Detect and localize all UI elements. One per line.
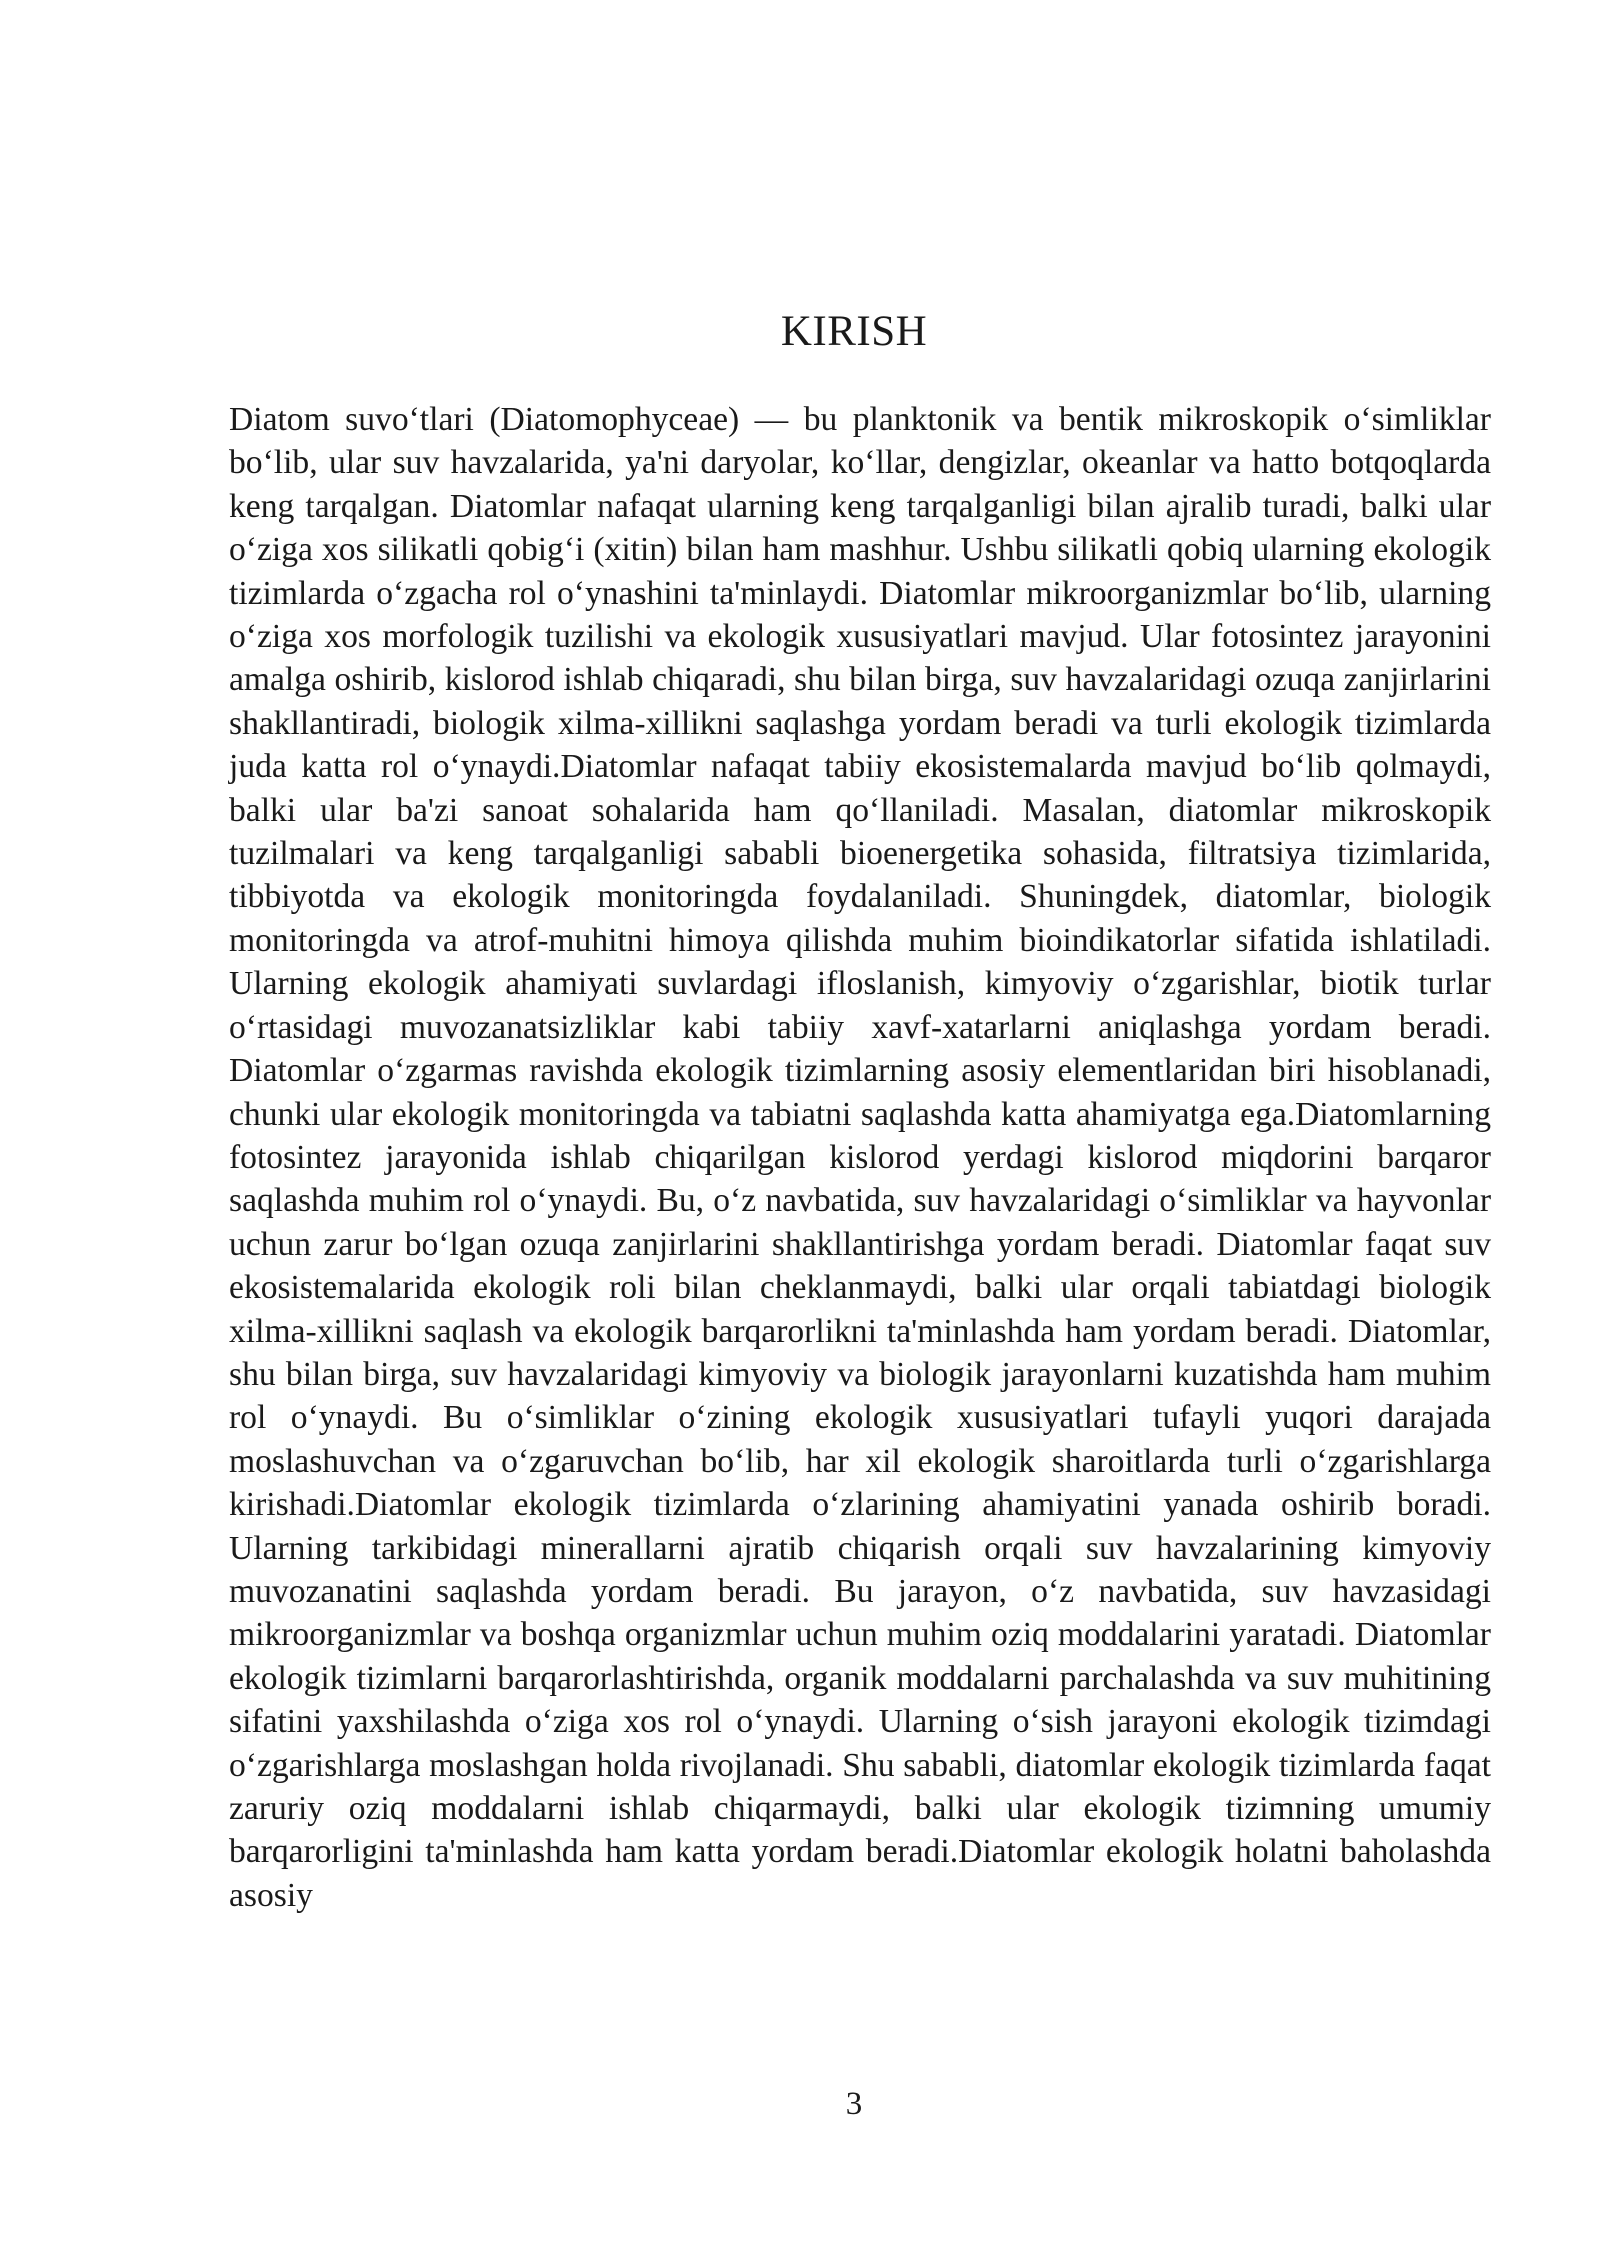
body-paragraph: Diatom suvo‘tlari (Diatomophyceae) — bu planktonik va bentik mikroskopik o‘simliklar bo‘lib, ular suv havzalarida, ya'ni daryolar, ko‘llar, dengizlar, okeanlar va hatto botqoqlarda keng tarqalgan. Diatomlar nafaqat ularning keng tarqalganligi bilan ajralib turadi, balki ular o‘ziga xos silikatli qobig‘i (xitin) bilan ham mashhur. Ushbu silikatli qobiq ularning ekologik tizimlarda o‘zgacha rol o‘ynashini ta'minlaydi. Diatomlar mikroorganizmlar bo‘lib, ularning o‘ziga xos morfologik tuzilishi va ekologik xususiyatlari mavjud. Ular fotosintez jarayonini amalga oshirib, kislorod ishlab chiqaradi, shu bilan birga, suv havzalaridagi ozuqa zanjirlarini shakllantiradi, biologik xilma-xillikni saqlashga yordam beradi va turli ekologik tizimlarda juda katta rol o‘ynaydi.Diatomlar nafaqat tabiiy ekosistemalarda mavjud bo‘lib qolmaydi, balki ular ba'zi sanoat sohalarida ham qo‘llaniladi. Masalan, diatomlar mikroskopik tuzilmalari va keng tarqalganligi sababli bioenergetika sohasida, filtratsiya tizimlarida, tibbiyotda va ekologik monitoringda foydalaniladi. Shuningdek, diatomlar, biologik monitoringda va atrof-muhitni himoya qilishda muhim bioindikatorlar sifatida ishlatiladi. Ularning ekologik ahamiyati suvlardagi ifloslanish, kimyoviy o‘zgarishlar, biotik turlar o‘rtasidagi muvozanatsizliklar kabi tabiiy xavf-xatarlarni aniqlashga yordam beradi. Diatomlar o‘zgarmas ravishda ekologik tizimlarning asosiy elementlaridan biri hisoblanadi, chunki ular ekologik monitoringda va tabiatni saqlashda katta ahamiyatga ega.Diatomlarning fotosintez jarayonida ishlab chiqarilgan kislorod yerdagi kislorod miqdorini barqaror saqlashda muhim rol o‘ynaydi. Bu, o‘z navbatida, suv havzalaridagi o‘simliklar va hayvonlar uchun zarur bo‘lgan ozuqa zanjirlarini shakllantirishga yordam beradi. Diatomlar faqat suv ekosistemalarida ekologik roli bilan cheklanmaydi, balki ular orqali tabiatdagi biologik xilma-xillikni saqlash va ekologik barqarorlikni ta'minlashda ham yordam beradi. Diatomlar, shu bilan birga, suv havzalaridagi kimyoviy va biologik jarayonlarni kuzatishda ham muhim rol o‘ynaydi. Bu o‘simliklar o‘zining ekologik xususiyatlari tufayli yuqori darajada moslashuvchan va o‘zgaruvchan bo‘lib, har xil ekologik sharoitlarda turli o‘zgarishlarga kirishadi.Diatomlar ekologik tizimlarda o‘zlarining ahamiyatini yanada oshirib boradi. Ularning tarkibidagi minerallarni ajratib chiqarish orqali suv havzalarining kimyoviy muvozanatini saqlashda yordam beradi. Bu jarayon, o‘z navbatida, suv havzasidagi mikroorganizmlar va boshqa organizmlar uchun muhim oziq moddalarini yaratadi. Diatomlar ekologik tizimlarni barqarorlashtirishda, organik moddalarni parchalashda va suv muhitining sifatini yaxshilashda o‘ziga xos rol o‘ynaydi. Ularning o‘sish jarayoni ekologik tizimdagi o‘zgarishlarga moslashgan holda rivojlanadi. Shu sababli, diatomlar ekologik tizimlarda faqat zaruriy oziq moddalarni ishlab chiqarmaydi, balki ular ekologik tizimning umumiy barqarorligini ta'minlashda ham katta yordam beradi.Diatomlar ekologik holatni baholashda asosiy bbox=[229, 401, 1491, 1914]
page-number: 3 bbox=[845, 2086, 863, 2122]
page-title: KIRISH bbox=[780, 308, 928, 355]
